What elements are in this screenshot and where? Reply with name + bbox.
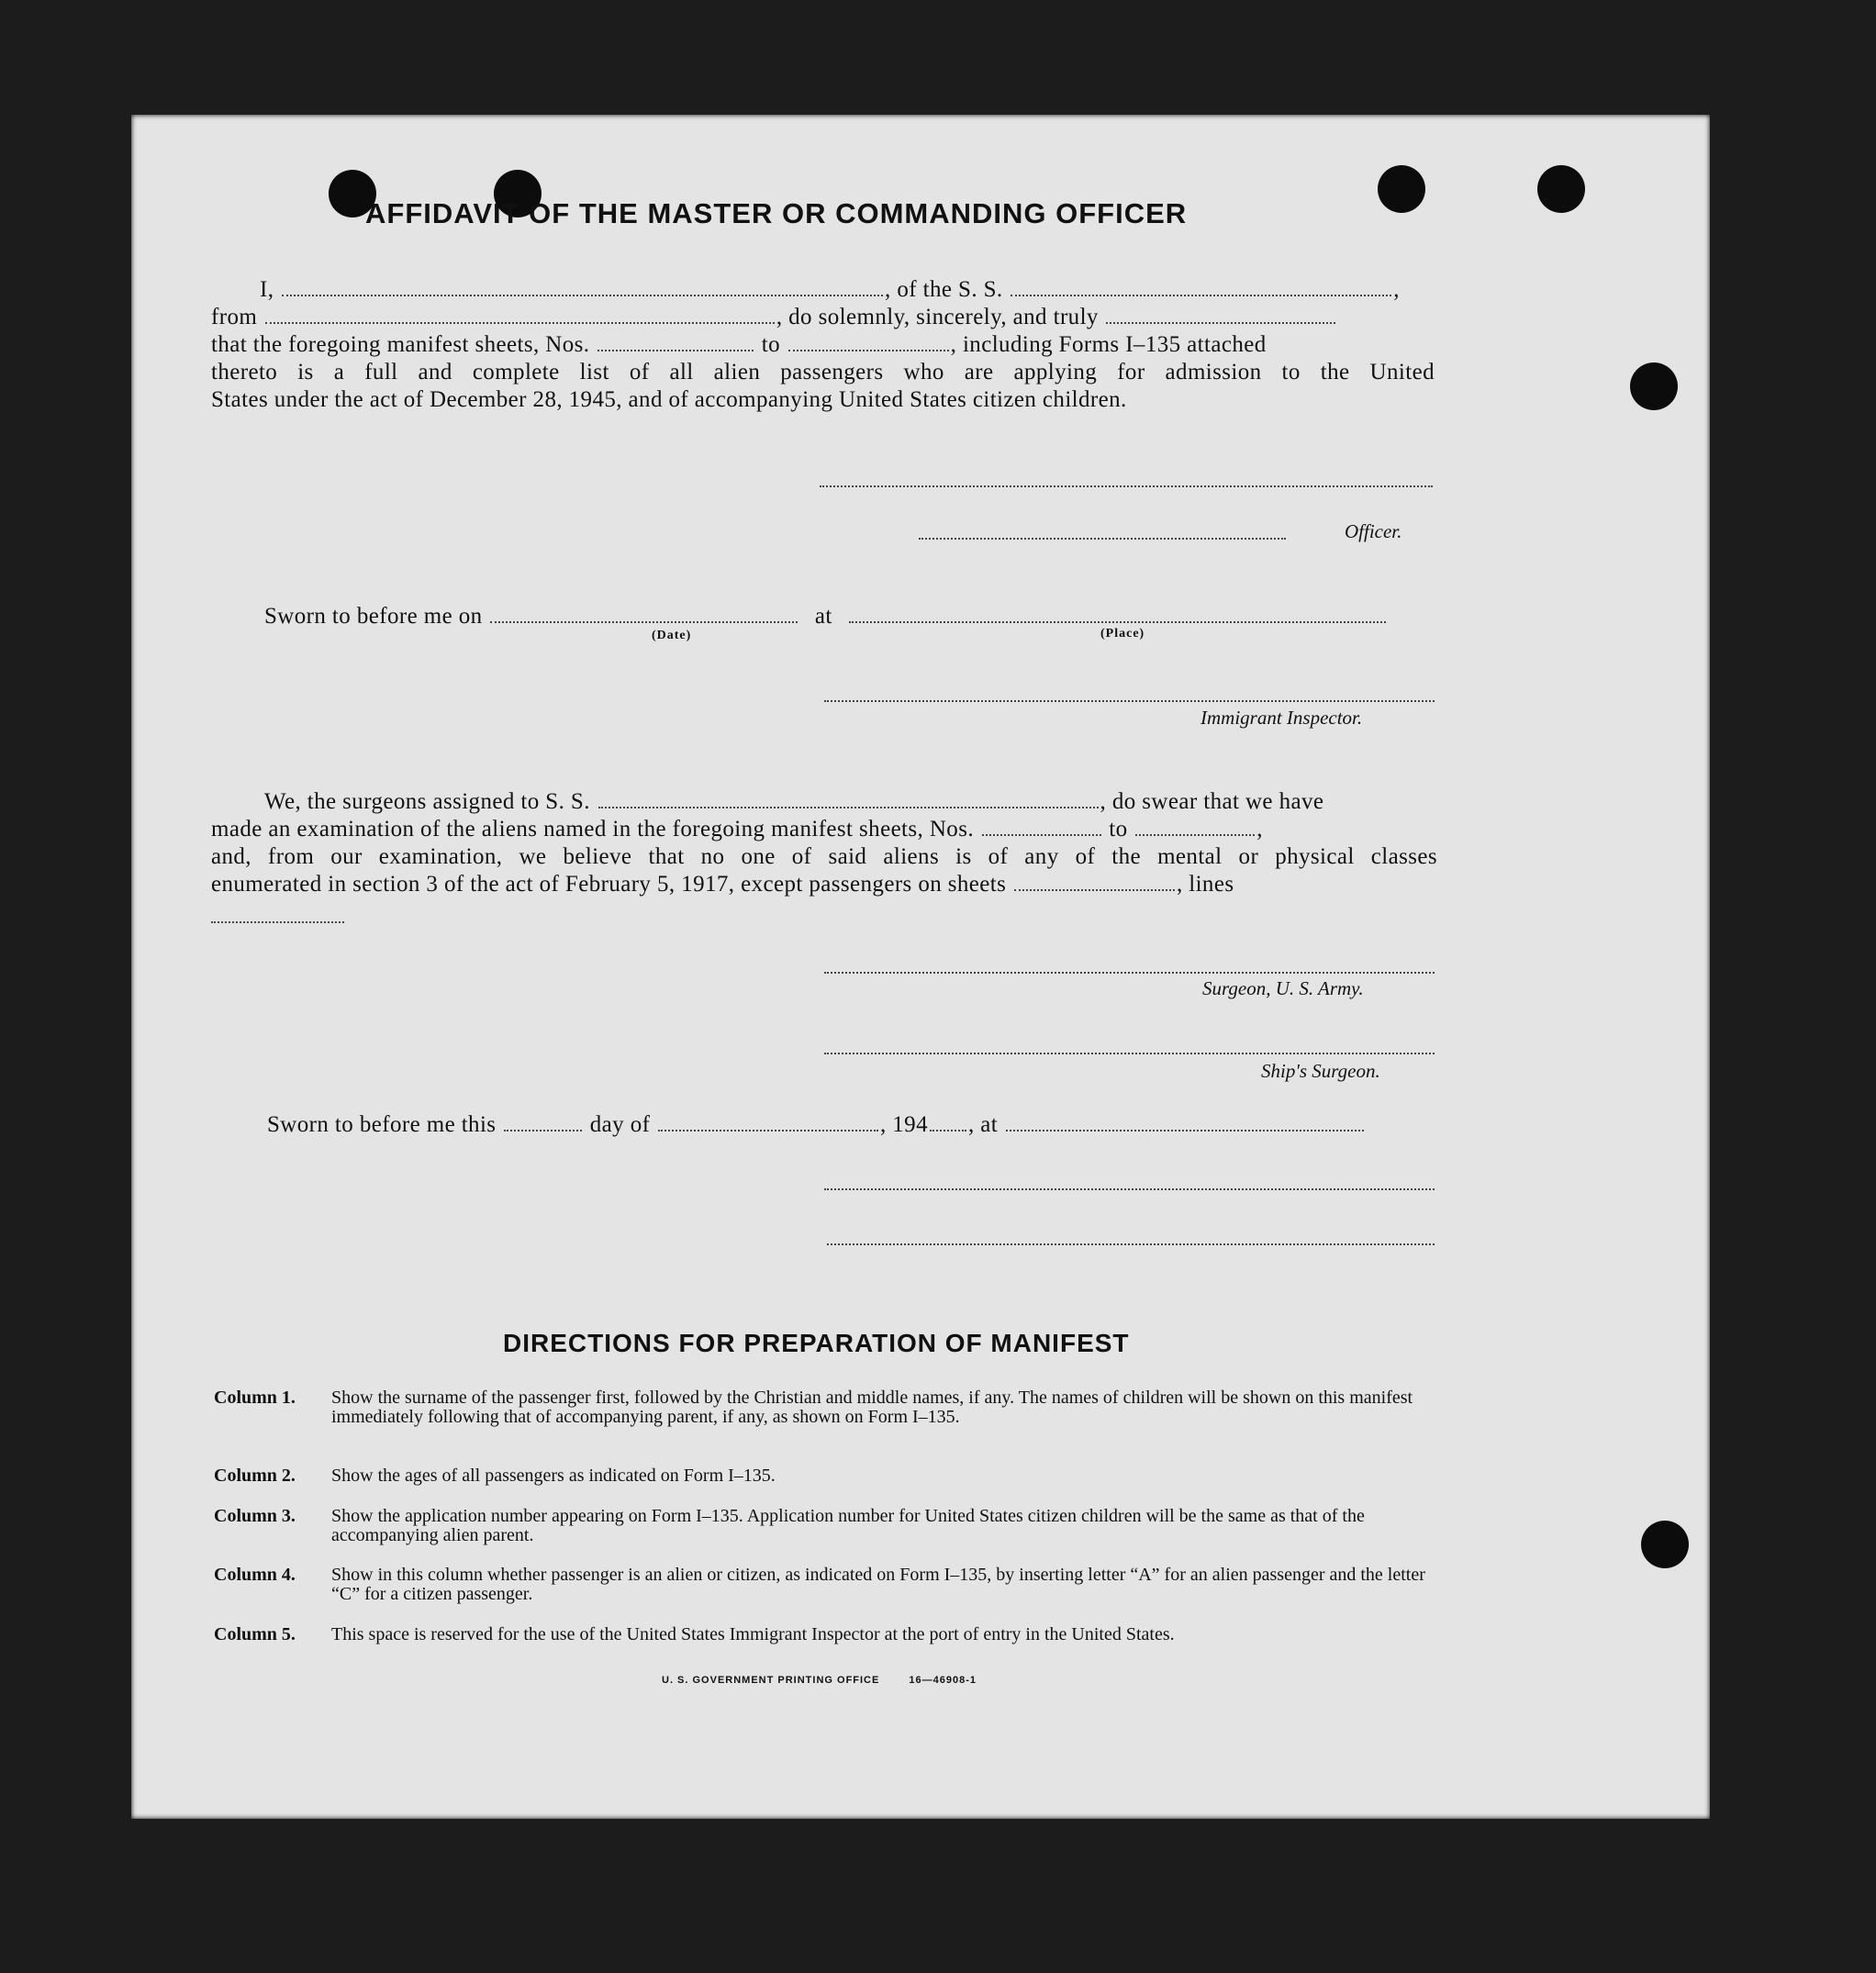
page-title: AFFIDAVIT OF THE MASTER OR COMMANDING OFFICER	[365, 197, 1188, 229]
surgeons-text: ,	[1256, 817, 1263, 842]
ship-surgeon-signature-line[interactable]	[824, 1053, 1435, 1054]
sworn-text: , at	[967, 1112, 999, 1137]
surgeons-ship-blank[interactable]	[598, 807, 1099, 808]
affidavit-text: to	[761, 332, 780, 357]
sworn-text: day of	[589, 1112, 651, 1137]
date-blank[interactable]	[490, 621, 798, 623]
affidavit-line-3	[211, 332, 1267, 358]
affidavit-line-4: thereto is a full and complete list of all alien passengers who are applying for admission to the United	[211, 360, 1435, 385]
direction-column-label: Column 5.	[214, 1624, 296, 1644]
surgeons-text: , do swear that we have	[1100, 789, 1324, 814]
surgeons-text: , lines	[1176, 872, 1234, 897]
sworn-at-text: at	[814, 604, 832, 629]
army-surgeon-signature-line[interactable]	[824, 972, 1435, 974]
affidavit-text: from	[211, 305, 258, 329]
sworn-text: Sworn to before me on	[264, 604, 483, 629]
direction-text: Show in this column whether passenger is an alien or citizen, as indicated on Form I–135, by inserting letter “A” for an alien passenger and the letter “C” for a citizen passenger.	[331, 1565, 1425, 1604]
inspector-label: Immigrant Inspector.	[1200, 707, 1363, 729]
sworn-text: , 194	[879, 1112, 928, 1137]
name-blank[interactable]	[282, 295, 883, 296]
month-blank[interactable]	[658, 1130, 878, 1131]
army-surgeon-label: Surgeon, U. S. Army.	[1202, 977, 1364, 999]
punch-hole	[1537, 165, 1585, 213]
direction-text: This space is reserved for the use of the United States Immigrant Inspector at the port of entry in the United States.	[331, 1624, 1175, 1644]
officer-label: Officer.	[1345, 520, 1402, 542]
sheet-to-blank[interactable]	[788, 350, 949, 351]
printer-imprint	[662, 1675, 977, 1686]
officer-signature-line-1[interactable]	[820, 485, 1433, 487]
sheets-blank[interactable]	[1014, 889, 1175, 891]
affidavit-line-2	[211, 305, 1337, 330]
affidavit-text: , do solemnly, sincerely, and truly	[776, 305, 1099, 329]
ship-surgeon-label: Ship's Surgeon.	[1261, 1060, 1380, 1082]
place-blank[interactable]	[849, 621, 1386, 623]
surgeons-sheet-from-blank[interactable]	[982, 834, 1101, 836]
sworn-line-1	[264, 604, 1388, 630]
printer-name: U. S. GOVERNMENT PRINTING OFFICE	[662, 1675, 880, 1686]
sworn-text: Sworn to before me this	[267, 1112, 497, 1137]
punch-hole	[1630, 362, 1678, 410]
surgeons-line-2	[211, 817, 1263, 842]
witness-signature-line-2[interactable]	[827, 1243, 1435, 1245]
punch-hole	[1378, 165, 1425, 213]
punch-hole	[1641, 1521, 1689, 1568]
surgeons-line-3: and, from our examination, we believe that no one of said aliens is of any of the mental or physical classes	[211, 844, 1437, 869]
affidavit-line-5: States under the act of December 28, 1945, and of accompanying United States citizen children.	[211, 387, 1127, 412]
witness-signature-line-1[interactable]	[824, 1188, 1435, 1190]
affidavit-text: ,	[1393, 277, 1400, 302]
affidavit-text: , of the S. S.	[885, 277, 1003, 302]
day-blank[interactable]	[504, 1130, 582, 1131]
from-blank[interactable]	[265, 322, 775, 324]
surgeons-text: to	[1109, 817, 1128, 842]
surgeons-text: made an examination of the aliens named in the foregoing manifest sheets, Nos.	[211, 817, 974, 842]
inspector-signature-line[interactable]	[824, 700, 1435, 702]
lines-blank[interactable]	[211, 921, 344, 923]
surgeons-sheet-to-blank[interactable]	[1135, 834, 1255, 836]
direction-text: Show the surname of the passenger first, followed by the Christian and middle names, if any. The names of children will be shown on this manifest immediately following that of accompanying parent, if any, as shown on Form I–135.	[331, 1388, 1413, 1427]
place-caption: (Place)	[1100, 627, 1145, 641]
affidavit-line-1	[260, 277, 1400, 303]
printer-code: 16—46908-1	[909, 1675, 977, 1686]
location-blank[interactable]	[1006, 1130, 1364, 1131]
direction-column-label: Column 1.	[214, 1388, 296, 1408]
surgeons-text: We, the surgeons assigned to S. S.	[264, 789, 590, 814]
date-caption: (Date)	[652, 629, 692, 642]
direction-text: Show the application number appearing on Form I–135. Application number for United States citizen children will be the same as that of the accompanying alien parent.	[331, 1506, 1365, 1545]
surgeons-line-1	[264, 789, 1323, 815]
surgeons-line-4	[211, 872, 1234, 897]
ship-blank[interactable]	[1011, 295, 1391, 296]
oath-blank[interactable]	[1106, 322, 1335, 324]
form-page	[131, 115, 1710, 1819]
direction-text: Show the ages of all passengers as indicated on Form I–135.	[331, 1466, 776, 1486]
directions-title: DIRECTIONS FOR PREPARATION OF MANIFEST	[503, 1329, 1130, 1357]
officer-signature-line-2[interactable]	[919, 538, 1286, 540]
affidavit-text: that the foregoing manifest sheets, Nos.	[211, 332, 590, 357]
year-blank[interactable]	[930, 1130, 966, 1131]
direction-column-label: Column 3.	[214, 1506, 296, 1526]
affidavit-text: , including Forms I–135 attached	[950, 332, 1267, 357]
sworn-line-2	[267, 1112, 1366, 1138]
direction-column-label: Column 4.	[214, 1565, 296, 1585]
direction-column-label: Column 2.	[214, 1466, 296, 1486]
sheet-from-blank[interactable]	[597, 350, 754, 351]
surgeons-text: enumerated in section 3 of the act of February 5, 1917, except passengers on sheets	[211, 872, 1007, 897]
affidavit-text: I,	[260, 277, 274, 302]
